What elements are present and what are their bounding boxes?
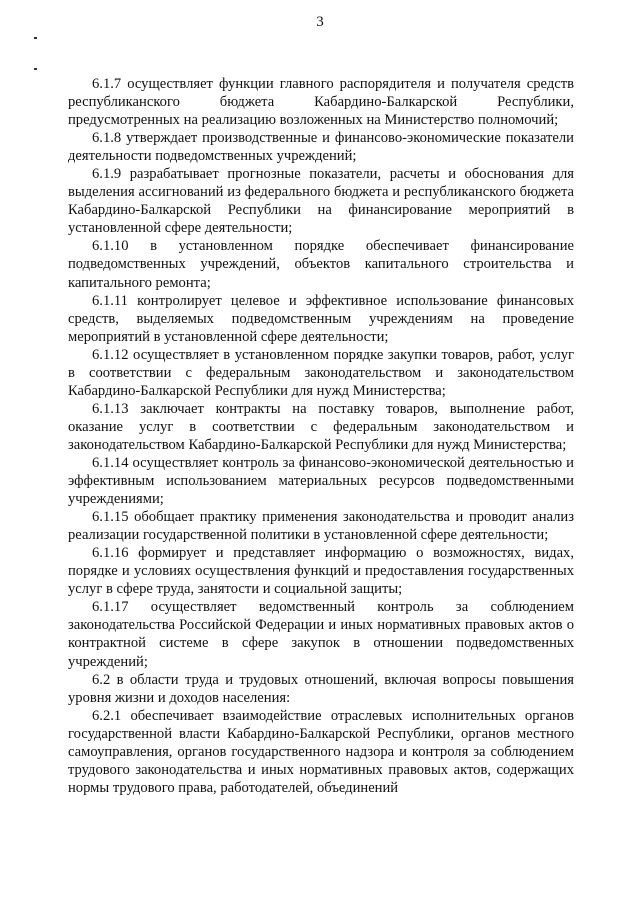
paragraph-6-1-16: 6.1.16 формирует и представляет информацию о возможностях, видах, порядке и условиях осуществления функций и предоставления государственных услуг в сфере труда, занятости и социальной защиты; xyxy=(68,545,574,598)
scan-mark xyxy=(34,37,37,39)
paragraph-6-1-17: 6.1.17 осуществляет ведомственный контроль за соблюдением законодательства Российской Федерации и иных нормативных правовых актов о контрактной системе в сфере закупок в отношении подведомственных учреждений; xyxy=(68,599,574,670)
document-body xyxy=(68,75,574,797)
paragraph-6-2-1: 6.2.1 обеспечивает взаимодействие отраслевых исполнительных органов государственной власти Кабардино-Балкарской Республики, органов местного самоуправления, органов государственного надзора и контроля за соблюдением трудового законодательства и иных нормативных правовых актов, содержащих нормы трудового права, работодателей, объединений xyxy=(68,707,574,796)
paragraph-6-1-10: 6.1.10 в установленном порядке обеспечивает финансирование подведомственных учреждений, объектов капитального строительства и капитального ремонта; xyxy=(68,238,574,291)
paragraph-6-1-14: 6.1.14 осуществляет контроль за финансово-экономической деятельностью и эффективным использованием материальных ресурсов подведомственными учреждениями; xyxy=(68,454,574,508)
paragraph-6-1-7: 6.1.7 осуществляет функции главного распорядителя и получателя средств республиканского бюджета Кабардино-Балкарской Республики, предусмотренных на реализацию возложенных на Министерство полномочий; xyxy=(68,76,574,129)
paragraph-6-1-15: 6.1.15 обобщает практику применения законодательства и проводит анализ реализации государственной политики в установленной сфере деятельности; xyxy=(68,509,574,544)
scan-mark xyxy=(34,68,37,70)
page-number: 3 xyxy=(316,14,324,30)
paragraph-6-1-9: 6.1.9 разрабатывает прогнозные показатели, расчеты и обоснования для выделения ассигнований из федерального бюджета и республиканского бюджета Кабардино-Балкарской Республики на финансирование мероприятий в установленной сфере деятельности; xyxy=(68,166,574,237)
paragraph-6-1-8: 6.1.8 утверждает производственные и финансово-экономические показатели деятельности подведомственных учреждений; xyxy=(68,130,574,165)
paragraph-6-2: 6.2 в области труда и трудовых отношений, включая вопросы повышения уровня жизни и доходов населения: xyxy=(68,671,574,706)
paragraph-6-1-13: 6.1.13 заключает контракты на поставку товаров, выполнение работ, оказание услуг в соответствии с федеральным законодательством и законодательством Кабардино-Балкарской Республики для нужд Министерства; xyxy=(68,400,574,453)
paragraph-6-1-12: 6.1.12 осуществляет в установленном порядке закупки товаров, работ, услуг в соответствии с федеральным законодательством и законодательством Кабардино-Балкарской Республики для нужд Министерства; xyxy=(68,346,574,399)
paragraph-6-1-11: 6.1.11 контролирует целевое и эффективное использование финансовых средств, выделяемых подведомственным учреждениям на проведение мероприятий в установленной сфере деятельности; xyxy=(68,292,574,345)
